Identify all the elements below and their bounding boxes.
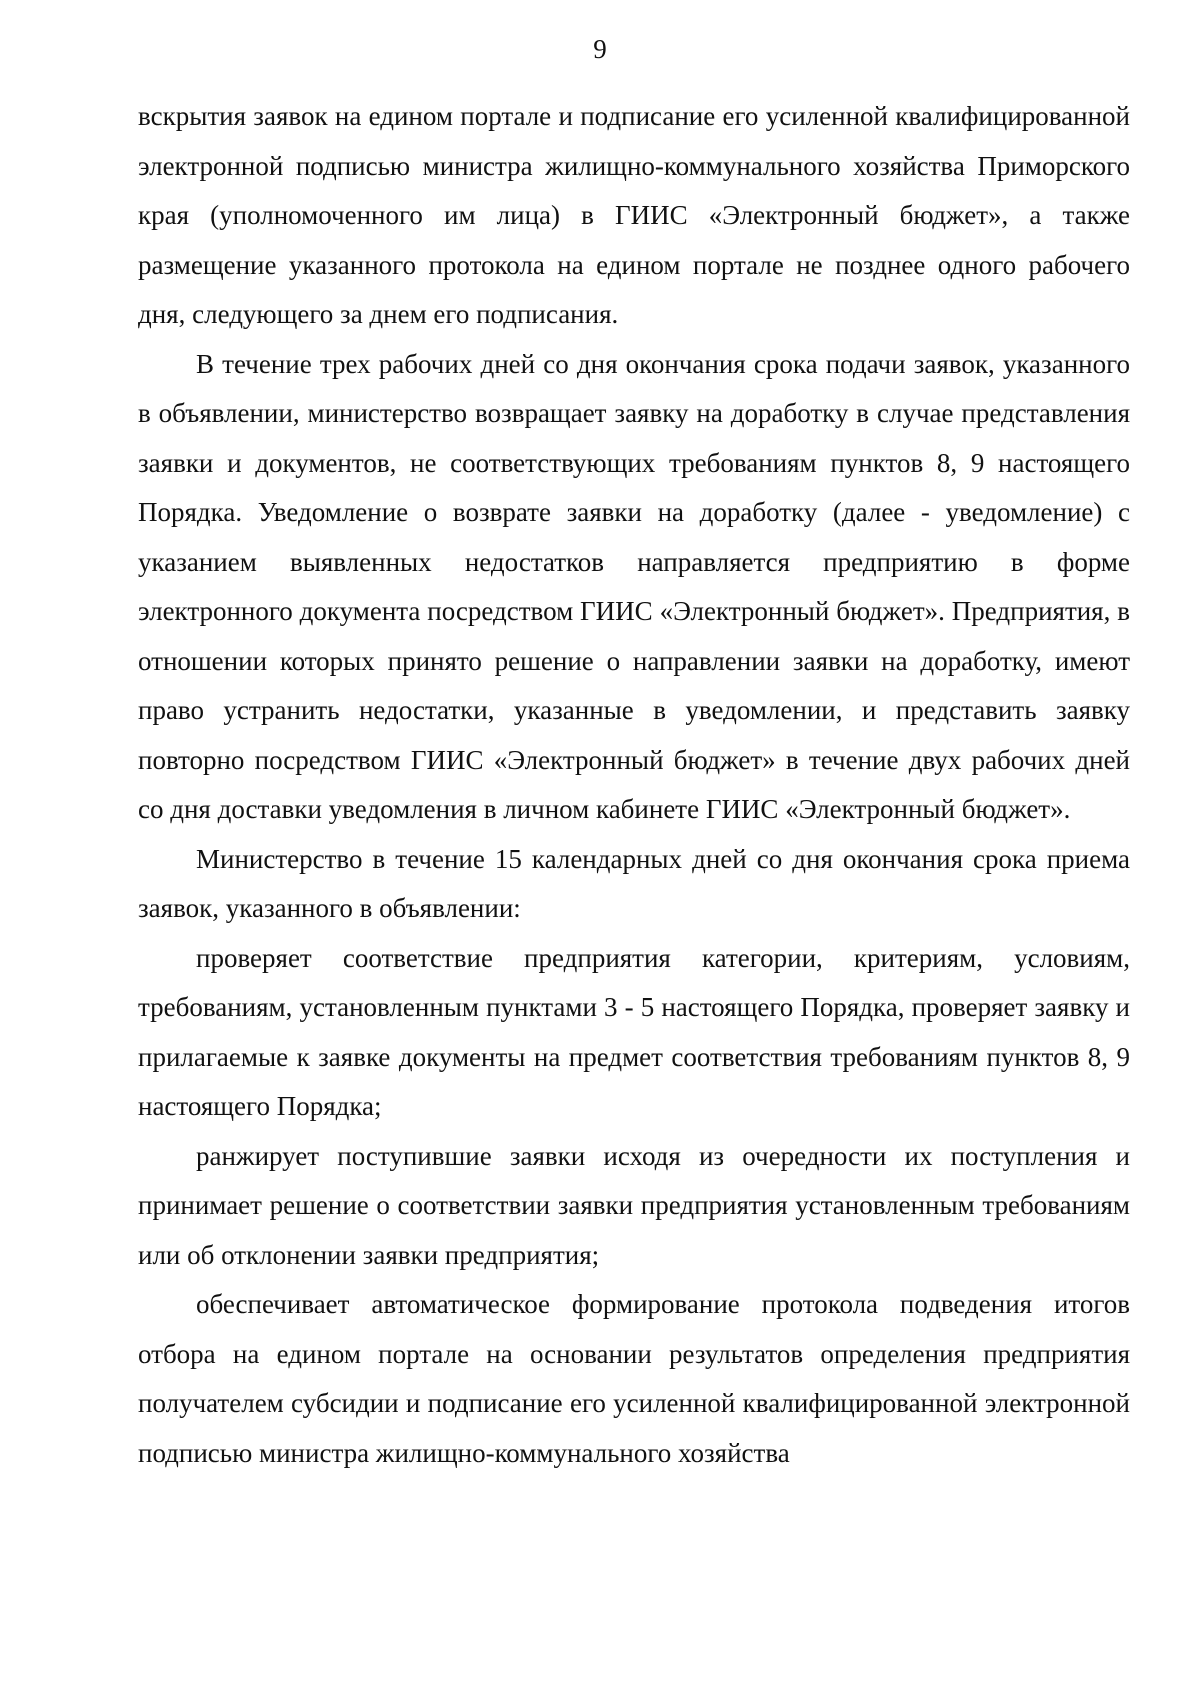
paragraph-checks-compliance: проверяет соответствие предприятия категории, критериям, условиям, требованиям, установленным пунктами 3 - 5 настоящего Порядка, проверяет заявку и прилагаемые к заявке документы на предмет соответствия требованиям пунктов 8, 9 настоящего Порядка; [138, 942, 1130, 1121]
page-number: 9 [593, 34, 607, 64]
paragraph-protocol-formation: обеспечивает автоматическое формирование протокола подведения итогов отбора на едином портале на основании результатов определения предприятия получателем субсидии и подписание его усиленной квалифицированной электронной подписью министра жилищно-коммунального хозяйства [138, 1289, 1130, 1468]
paragraph-continuation: вскрытия заявок на едином портале и подписание его усиленной квалифицированной электронной подписью министра жилищно-коммунального хозяйства Приморского края (уполномоченного им лица) в ГИИС «Электронный бюджет», а также размещение указанного протокола на едином портале не позднее одного рабочего дня, следующего за днем его подписания. [138, 101, 1130, 329]
paragraph-ranks-applications: ранжирует поступившие заявки исходя из очередности их поступления и принимает решение о соответствии заявки предприятия установленным требованиям или об отклонении заявки предприятия; [138, 1140, 1130, 1270]
paragraph-return-for-revision: В течение трех рабочих дней со дня окончания срока подачи заявок, указанного в объявлении, министерство возвращает заявку на доработку в случае представления заявки и документов, не соответствующих требованиям пунктов 8, 9 настоящего Порядка. Уведомление о возврате заявки на доработку (далее - уведомление) с указанием выявленных недостатков направляется предприятию в форме электронного документа посредством ГИИС «Электронный бюджет». Предприятия, в отношении которых принято решение о направлении заявки на доработку, имеют право устранить недостатки, указанные в уведомлении, и представить заявку повторно посредством ГИИС «Электронный бюджет» в течение двух рабочих дней со дня доставки уведомления в личном кабинете ГИИС «Электронный бюджет». [138, 348, 1130, 824]
document-body [138, 92, 1130, 1478]
paragraph-ministry-review: Министерство в течение 15 календарных дней со дня окончания срока приема заявок, указанного в объявлении: [138, 843, 1130, 923]
